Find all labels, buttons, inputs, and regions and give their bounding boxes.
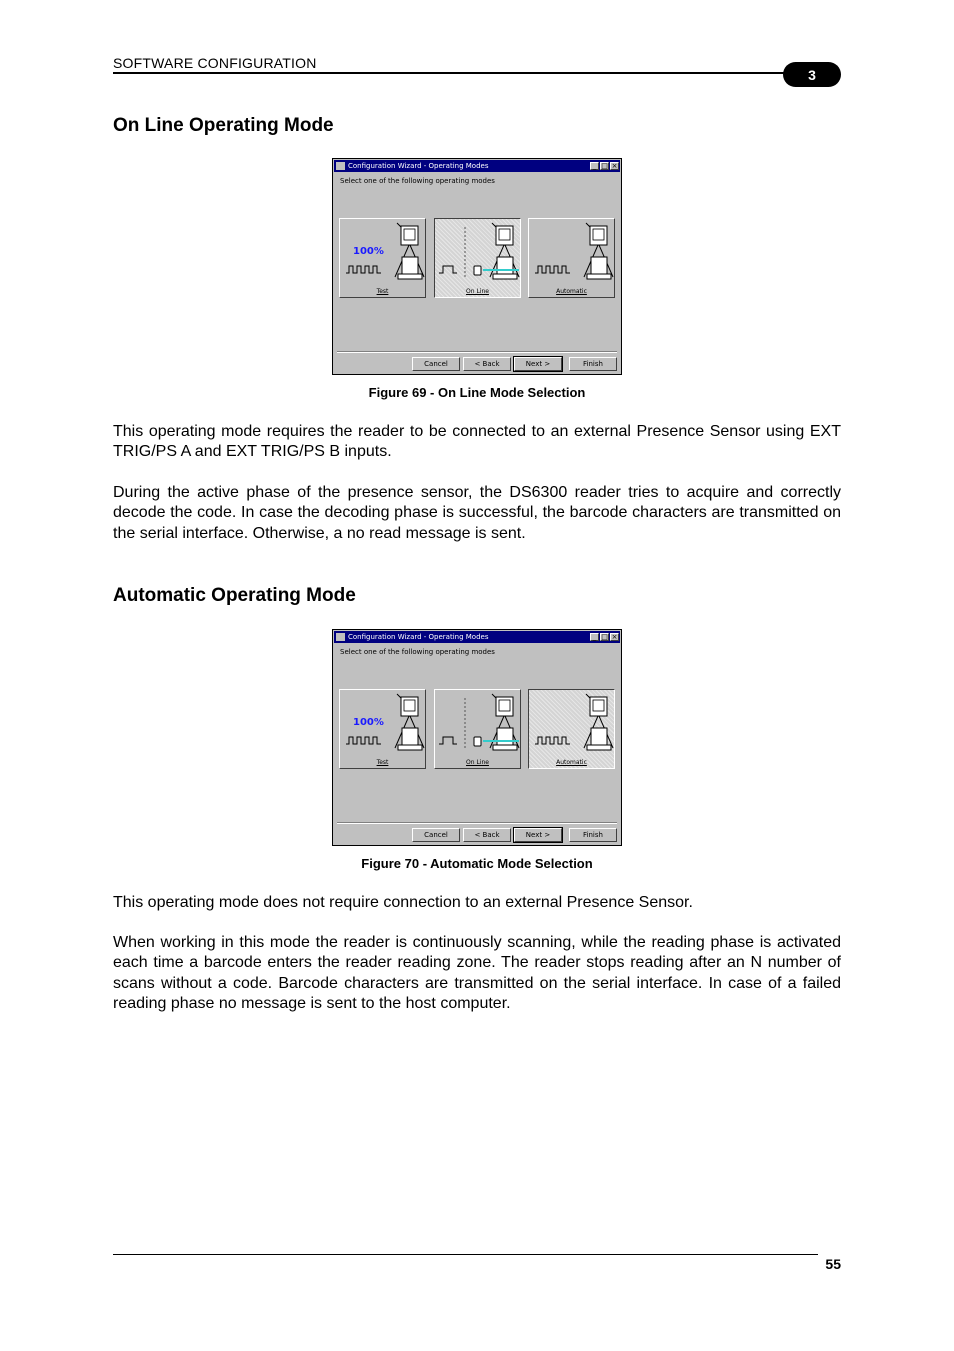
figure-caption-70: Figure 70 - Automatic Mode Selection bbox=[361, 856, 593, 871]
mode-label: Automatic bbox=[556, 288, 587, 295]
minimize-icon[interactable]: _ bbox=[590, 633, 599, 641]
chapter-badge: 3 bbox=[783, 62, 841, 87]
pulse-wave-icon bbox=[346, 737, 381, 744]
finish-button[interactable]: Finish bbox=[569, 828, 617, 842]
reader-icon bbox=[395, 223, 424, 279]
page-number: 55 bbox=[825, 1256, 841, 1272]
close-icon[interactable]: × bbox=[611, 162, 618, 170]
maximize-icon[interactable]: □ bbox=[601, 162, 608, 170]
section-heading-online: On Line Operating Mode bbox=[113, 115, 334, 136]
wizard-dialog-online bbox=[332, 158, 622, 375]
next-button[interactable]: Next > bbox=[514, 828, 562, 842]
back-button[interactable]: < Back bbox=[463, 828, 511, 842]
paragraph: When working in this mode the reader is continuously scanning, while the reading phase is activated each time a barcode enters the reader reading zone. The reader stops reading after an N number of scans without a code. Barcode characters are transmitted on the serial interface. In case of a failed reading phase no message is sent to the host computer. bbox=[113, 934, 841, 1012]
close-icon[interactable]: × bbox=[611, 633, 618, 641]
maximize-icon[interactable]: □ bbox=[601, 633, 608, 641]
paragraph: This operating mode requires the reader to be connected to an external Presence Sensor using EXT TRIG/PS A and EXT TRIG/PS B inputs. bbox=[113, 423, 841, 461]
dialog-title: Configuration Wizard - Operating Modes bbox=[348, 633, 489, 641]
mode-label: On Line bbox=[466, 759, 489, 766]
minimize-icon[interactable]: _ bbox=[590, 162, 599, 170]
mode-button-automatic[interactable] bbox=[528, 218, 615, 298]
next-button[interactable]: Next > bbox=[514, 357, 562, 371]
mode-button-automatic[interactable] bbox=[528, 689, 615, 769]
reader-icon bbox=[584, 694, 613, 750]
wizard-dialog-automatic bbox=[332, 629, 622, 846]
figure-caption-69: Figure 69 - On Line Mode Selection bbox=[368, 385, 586, 400]
separator bbox=[337, 822, 617, 824]
mode-button-test[interactable] bbox=[339, 689, 426, 769]
trigger-pulse-icon bbox=[439, 737, 457, 744]
footer-rule bbox=[113, 1254, 818, 1255]
reader-icon bbox=[395, 694, 424, 750]
app-icon bbox=[336, 162, 345, 170]
back-button[interactable]: < Back bbox=[463, 357, 511, 371]
mode-label: Test bbox=[376, 288, 389, 295]
mode-button-online[interactable] bbox=[434, 218, 521, 298]
header-rule bbox=[113, 72, 818, 74]
instruction-text: Select one of the following operating modes bbox=[340, 648, 495, 656]
separator bbox=[337, 351, 617, 353]
dialog-titlebar[interactable] bbox=[334, 160, 620, 172]
app-icon bbox=[336, 633, 345, 641]
paragraph: During the active phase of the presence sensor, the DS6300 reader tries to acquire and correctly decode the code. In case the decoding phase is successful, the barcode characters are transmitted on the serial interface. Otherwise, a no read message is sent. bbox=[113, 484, 841, 542]
mode-label: Test bbox=[376, 759, 389, 766]
pulse-wave-icon bbox=[346, 266, 381, 273]
section-heading-automatic: Automatic Operating Mode bbox=[113, 585, 356, 606]
cancel-button[interactable]: Cancel bbox=[412, 357, 460, 371]
pulse-wave-icon bbox=[535, 266, 570, 273]
instruction-text: Select one of the following operating modes bbox=[340, 177, 495, 185]
cancel-button[interactable]: Cancel bbox=[412, 828, 460, 842]
running-header: SOFTWARE CONFIGURATION bbox=[113, 55, 317, 71]
dialog-title: Configuration Wizard - Operating Modes bbox=[348, 162, 489, 170]
paragraph: This operating mode does not require connection to an external Presence Sensor. bbox=[113, 894, 693, 911]
mode-button-online[interactable] bbox=[434, 689, 521, 769]
mode-label: On Line bbox=[466, 288, 489, 295]
finish-button[interactable]: Finish bbox=[569, 357, 617, 371]
dialog-titlebar[interactable] bbox=[334, 631, 620, 643]
mode-label: Automatic bbox=[556, 759, 587, 766]
percent-badge: 100% bbox=[353, 717, 384, 728]
mode-button-test[interactable] bbox=[339, 218, 426, 298]
trigger-pulse-icon bbox=[439, 266, 457, 273]
percent-badge: 100% bbox=[353, 246, 384, 257]
reader-icon bbox=[584, 223, 613, 279]
pulse-wave-icon bbox=[535, 737, 570, 744]
